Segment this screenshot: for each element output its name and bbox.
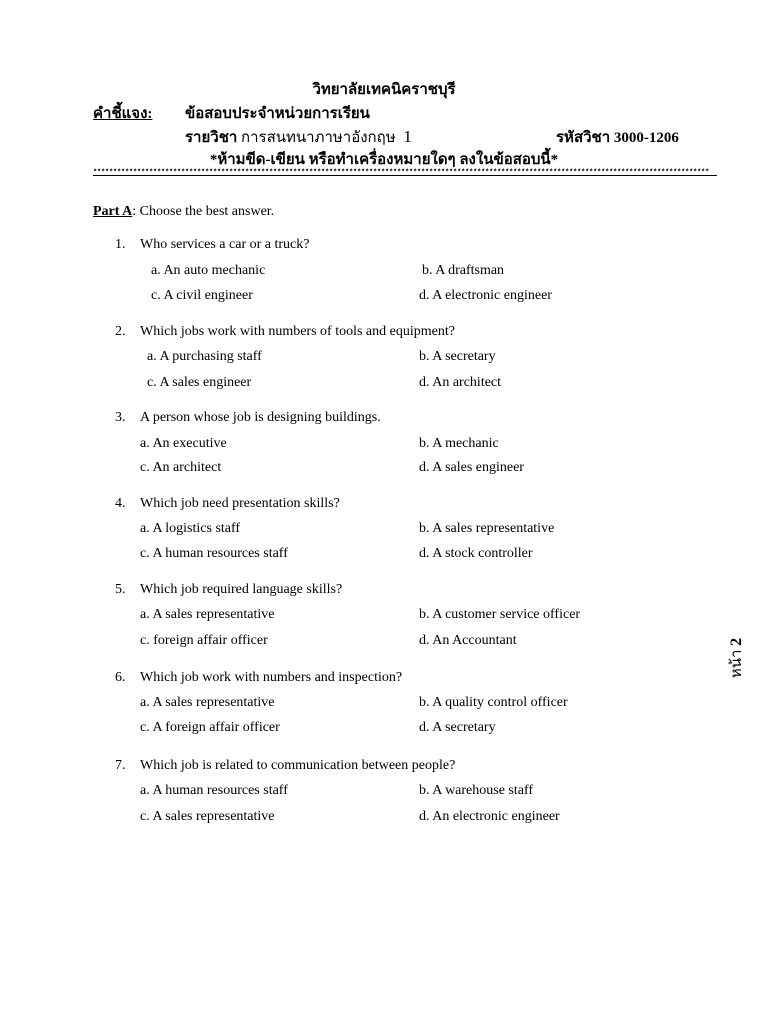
college-name: วิทยาลัยเทคนิคราชบุรี <box>312 82 456 98</box>
page-number-label-text: หน้า <box>729 649 746 679</box>
option-d: d. A stock controller <box>419 546 533 561</box>
page-number-value: 2 <box>728 637 746 646</box>
option-a: a. A sales representative <box>140 607 275 622</box>
option-c: c. A civil engineer <box>151 288 253 303</box>
option-c: c. foreign affair officer <box>140 633 268 648</box>
option-b: b. A quality control officer <box>419 695 568 710</box>
subject-name: การสนทนาภาษาอังกฤษ <box>241 130 396 146</box>
question-number: 6. <box>115 670 126 685</box>
subject-label: รายวิชา <box>185 130 238 146</box>
question-text: Which job required language skills? <box>140 582 343 597</box>
question-number: 3. <box>115 410 126 425</box>
question-text: Which jobs work with numbers of tools and equipment? <box>140 324 455 339</box>
option-c: c. A foreign affair officer <box>140 720 280 735</box>
question-number: 2. <box>115 324 126 339</box>
option-d: d. A sales engineer <box>419 460 524 475</box>
question-number: 7. <box>115 758 126 773</box>
option-c: c. A human resources staff <box>140 546 288 561</box>
option-c: c. A sales representative <box>140 809 275 824</box>
question-number: 1. <box>115 237 126 252</box>
subject-number: 1 <box>403 127 412 146</box>
option-d: d. An Accountant <box>419 633 517 648</box>
option-b: b. A sales representative <box>419 521 555 536</box>
instruction-label: คำชี้แจง: <box>93 106 153 122</box>
option-d: d. A secretary <box>419 720 496 735</box>
question-text: A person whose job is designing buildings. <box>140 410 381 425</box>
subject-line <box>185 125 412 149</box>
option-b: b. A mechanic <box>419 436 499 451</box>
option-c: c. A sales engineer <box>147 375 252 390</box>
option-d: d. A electronic engineer <box>419 288 552 303</box>
question-text: Who services a car or a truck? <box>140 237 310 252</box>
question-text: Which job work with numbers and inspection? <box>140 670 403 685</box>
part-instruction <box>93 204 274 220</box>
option-b: b. A secretary <box>419 349 496 364</box>
question-text: Which job is related to communication between people? <box>140 758 456 773</box>
option-a: a. A logistics staff <box>140 521 241 536</box>
question-number: 4. <box>115 496 126 511</box>
question-number: 5. <box>115 582 126 597</box>
page-number-label <box>724 638 748 678</box>
option-b: b. A draftsman <box>422 263 505 278</box>
part-instruction-text: : Choose the best answer. <box>132 204 275 219</box>
option-a: a. A purchasing staff <box>147 349 262 364</box>
exam-title: ข้อสอบประจำหน่วยการเรียน <box>185 106 370 122</box>
star-divider: ********************************************************************************************************************************************************** <box>93 169 710 177</box>
course-code: รหัสวิชา 3000-1206 <box>556 130 679 146</box>
option-c: c. An architect <box>140 460 222 475</box>
option-a: a. A sales representative <box>140 695 275 710</box>
option-a: a. An executive <box>140 436 227 451</box>
option-a: a. An auto mechanic <box>151 263 266 278</box>
option-b: b. A customer service officer <box>419 607 581 622</box>
question-text: Which job need presentation skills? <box>140 496 340 511</box>
option-d: d. An electronic engineer <box>419 809 560 824</box>
divider-line <box>93 175 717 176</box>
warning-text: *ห้ามขีด-เขียน หรือทำเครื่องหมายใดๆ ลงในข้อสอบนี้* <box>209 152 559 168</box>
option-d: d. An architect <box>419 375 502 390</box>
page-number <box>722 636 750 679</box>
option-b: b. A warehouse staff <box>419 783 534 798</box>
part-heading: Part A <box>93 204 133 219</box>
option-a: a. A human resources staff <box>140 783 288 798</box>
